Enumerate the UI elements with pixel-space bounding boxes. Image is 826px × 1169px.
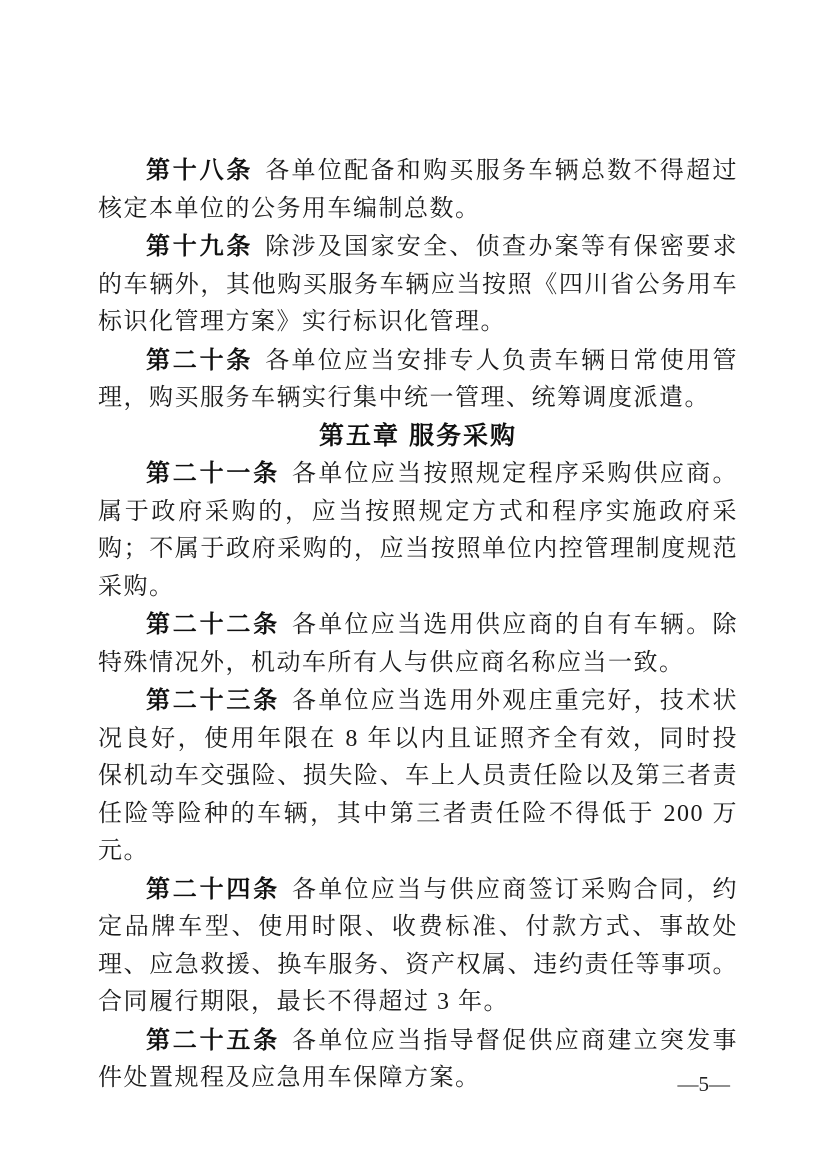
article-paragraph bbox=[98, 152, 738, 228]
article-paragraph bbox=[98, 682, 738, 871]
article-text: 各单位应当与供应商签订采购合同，约定品牌车型、使用时限、收费标准、付款方式、事故处理、应急救援、换车服务、资产权属、违约责任等事项。合同履行期限，最长不得超过 3 年。 bbox=[98, 876, 739, 1015]
article-number: 第二十五条 bbox=[146, 1026, 280, 1054]
article-text: 各单位配备和购买服务车辆总数不得超过核定本单位的公务用车编制总数。 bbox=[98, 158, 739, 222]
article-text: 各单位应当选用供应商的自有车辆。除特殊情况外，机动车所有人与供应商名称应当一致。 bbox=[98, 612, 739, 676]
article-number: 第二十二条 bbox=[146, 611, 280, 638]
article-text: 各单位应当选用外观庄重完好，技术状况良好，使用年限在 8 年以内且证照齐全有效，同时投保机动车交强险、损失险、车上人员责任险以及第三者责任险等险种的车辆，其中第三者责任险不得低于 200 万元。 bbox=[98, 688, 739, 864]
article-text: 除涉及国家安全、侦查办案等有保密要求的车辆外，其他购买服务车辆应当按照《四川省公务用车标识化管理方案》实行标识化管理。 bbox=[98, 234, 739, 335]
article-paragraph bbox=[98, 606, 738, 682]
article-paragraph bbox=[98, 1022, 738, 1098]
article-paragraph bbox=[98, 228, 738, 342]
article-number: 第二十三条 bbox=[146, 687, 280, 714]
article-number: 第二十四条 bbox=[146, 875, 280, 903]
page-number: —5— bbox=[677, 1072, 730, 1096]
article-number: 第二十一条 bbox=[146, 460, 280, 487]
article-paragraph bbox=[98, 455, 738, 606]
article-number: 第十九条 bbox=[146, 233, 254, 260]
article-text: 各单位应当指导督促供应商建立突发事件处置规程及应急用车保障方案。 bbox=[98, 1027, 739, 1091]
chapter-heading: 第五章 服务采购 bbox=[319, 421, 517, 450]
article-text: 各单位应当按照规定程序采购供应商。属于政府采购的，应当按照规定方式和程序实施政府采购；不属于政府采购的，应当按照单位内控管理制度规范采购。 bbox=[98, 461, 739, 600]
article-paragraph bbox=[98, 871, 738, 1022]
article-paragraph bbox=[98, 342, 738, 418]
article-number: 第十八条 bbox=[146, 157, 254, 184]
document-content bbox=[98, 152, 738, 1098]
article-number: 第二十条 bbox=[146, 346, 254, 374]
article-text: 各单位应当安排专人负责车辆日常使用管理，购买服务车辆实行集中统一管理、统筹调度派遣。 bbox=[98, 347, 739, 411]
